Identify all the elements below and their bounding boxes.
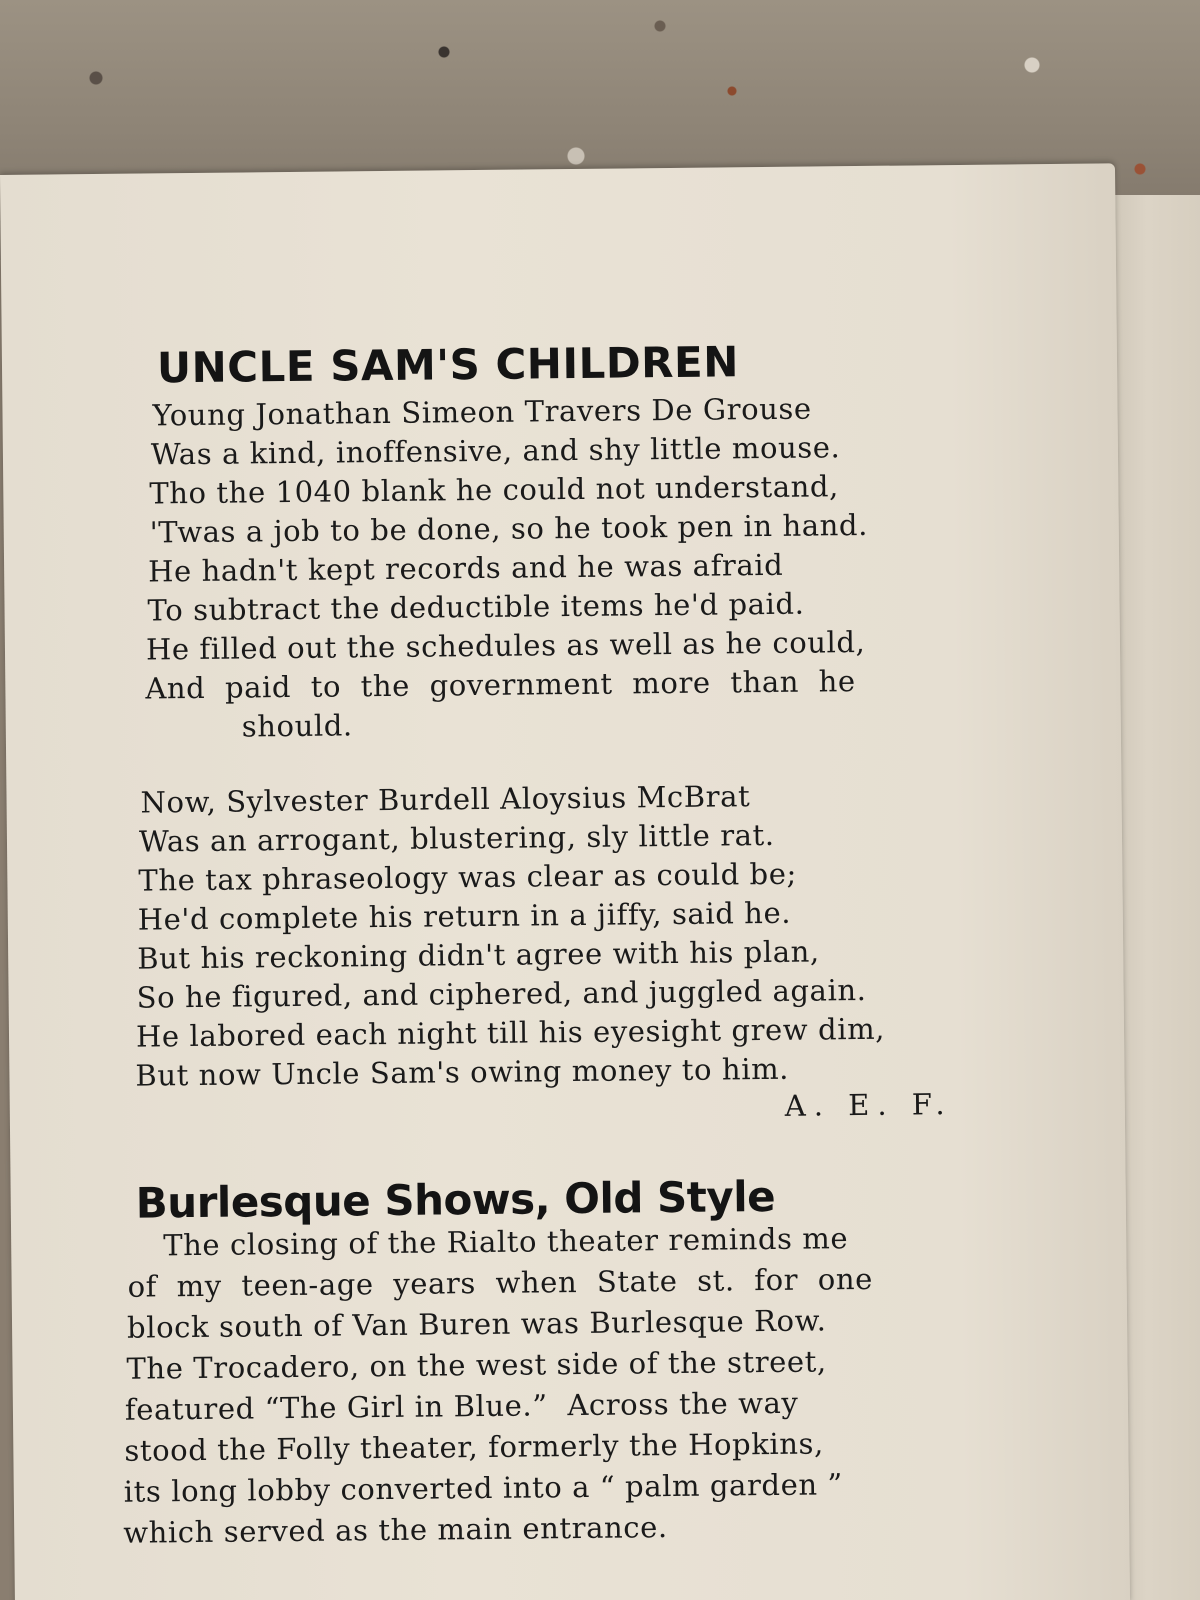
poem-line: The tax phraseology was clear as could be; (138, 856, 798, 898)
poem-signature: A. E. F. (784, 1087, 953, 1123)
poem-line: He hadn't kept records and he was afraid (147, 547, 784, 589)
poem-line: Young Jonathan Simeon Travers De Grouse (152, 391, 812, 433)
poem-line: He labored each night till his eyesight grew dim, (135, 1011, 886, 1054)
poem-line: should. (241, 708, 353, 744)
poem-line: And paid to the government more than he (145, 664, 856, 706)
page-content (0, 163, 1115, 1600)
book-page (0, 163, 1130, 1600)
article-line: block south of Van Buren was Burlesque Row. (126, 1303, 827, 1345)
poem-line: Now, Sylvester Burdell Aloysius McBrat (140, 779, 751, 820)
article-line: of my teen-age years when State st. for one (127, 1261, 874, 1304)
poem-title: UNCLE SAM'S CHILDREN (156, 337, 740, 393)
article-line: which served as the main entrance. (123, 1510, 668, 1550)
article-line: its long lobby converted into a “ palm garden ” (123, 1467, 844, 1509)
poem-line: But his reckoning didn't agree with his plan, (137, 934, 820, 976)
poem-line: To subtract the deductible items he'd paid. (147, 586, 805, 628)
poem-line: Was a kind, inoffensive, and shy little mouse. (150, 430, 841, 472)
poem-line: He'd complete his return in a jiffy, said he. (137, 895, 792, 937)
article-line: stood the Folly theater, formerly the Hopkins, (124, 1426, 825, 1468)
poem-line: Was an arrogant, blustering, sly little rat. (138, 817, 775, 859)
article-line: The closing of the Rialto theater reminds me (163, 1221, 849, 1263)
poem-line: Tho the 1040 blank he could not understand, (149, 469, 840, 511)
article-line: featured “The Girl in Blue.” Across the way (124, 1385, 799, 1427)
article-title: Burlesque Shows, Old Style (135, 1171, 776, 1228)
poem-line: So he figured, and ciphered, and juggled again. (136, 972, 867, 1015)
poem-line: But now Uncle Sam's owing money to him. (135, 1051, 790, 1093)
poem-line: He filled out the schedules as well as he could, (145, 624, 866, 667)
poem-line: 'Twas a job to be done, so he took pen in hand. (149, 507, 869, 550)
article-line: The Trocadero, on the west side of the street, (126, 1344, 827, 1386)
